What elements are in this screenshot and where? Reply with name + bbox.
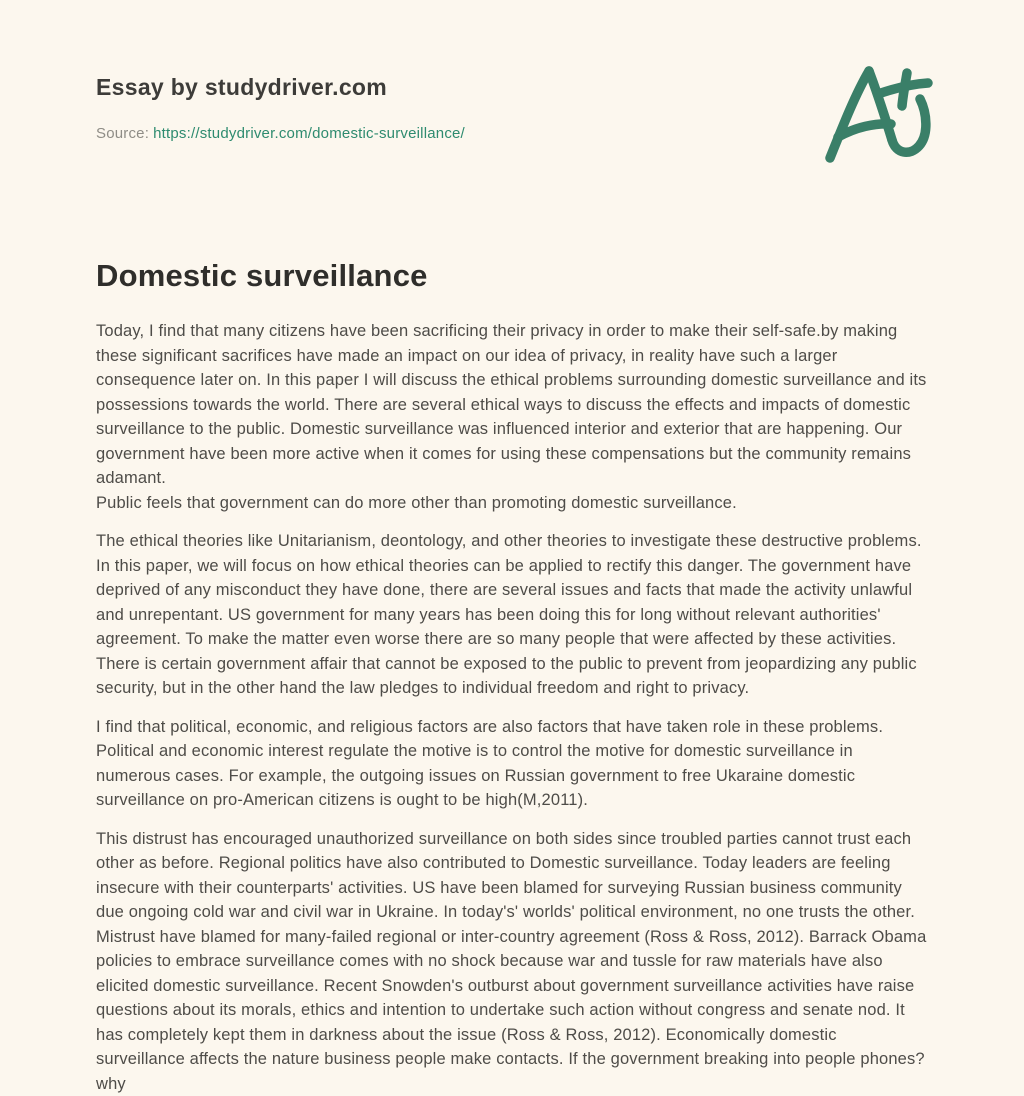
a-plus-logo-icon bbox=[818, 60, 940, 168]
header-text-block bbox=[96, 72, 930, 144]
paragraph-1 bbox=[96, 319, 930, 515]
paragraph-1-continued-text: Public feels that government can do more other than promoting domestic surveillance. bbox=[96, 494, 737, 512]
source-label: Source: bbox=[96, 125, 149, 142]
paragraph-4: This distrust has encouraged unauthorized surveillance on both sides since troubled parties cannot trust each other as before. Regional politics have also contributed to Domestic surveillance. Today leaders are feeling insecure with their counterparts' activities. US have been blamed for surveying Russian business community due ongoing cold war and civil war in Ukraine. In today's' worlds' political environment, no one trusts the other. Mistrust have blamed for many-failed regional or inter-country agreement (Ross & Ross, 2012). Barrack Obama policies to embrace surveillance comes with no shock because war and tussle for raw materials have also elicited domestic surveillance. Recent Snowden's outburst about government surveillance activities have raise questions about its morals, ethics and intention to undertake such action without congress and senate nod. It has completely kept them in darkness about the issue (Ross & Ross, 2012). Economically domestic surveillance affects the nature business people make contacts. If the government breaking into people phones? why bbox=[96, 827, 930, 1096]
studydriver-logo bbox=[818, 60, 940, 168]
paragraph-2: The ethical theories like Unitarianism, deontology, and other theories to investigate these destructive problems. In this paper, we will focus on how ethical theories can be applied to rectify this danger. The government have deprived of any misconduct they have done, there are several issues and facts that made the activity unlawful and unrepentant. US government for many years has been doing this for long without relevant authorities' agreement. To make the matter even worse there are so many people that were affected by these activities. There is certain government affair that cannot be exposed to the public to prevent from jeopardizing any public security, but in the other hand the law pledges to individual freedom and right to privacy. bbox=[96, 529, 930, 701]
source-line bbox=[96, 124, 930, 144]
page-title: Essay by studydriver.com bbox=[96, 72, 930, 102]
paragraph-1-text: Today, I find that many citizens have been sacrificing their privacy in order to make their self-safe.by making these significant sacrifices have made an impact on our idea of privacy, in reality have such a larger consequence later on. In this paper I will discuss the ethical problems surrounding domestic surveillance and its possessions towards the world. There are several ethical ways to discuss the effects and impacts of domestic surveillance to the public. Domestic surveillance was influenced interior and exterior that are happening. Our government have been more active when it comes for using these compensations but the community remains adamant. bbox=[96, 322, 926, 487]
paragraph-3: I find that political, economic, and religious factors are also factors that have taken role in these problems. Political and economic interest regulate the motive is to control the motive for domestic surveillance in numerous cases. For example, the outgoing issues on Russian government to free Ukaraine domestic surveillance on pro-American citizens is ought to be high(M,2011). bbox=[96, 715, 930, 813]
source-link[interactable]: https://studydriver.com/domestic-surveillance/ bbox=[153, 125, 465, 142]
article-title: Domestic surveillance bbox=[96, 258, 930, 294]
page-header bbox=[96, 0, 930, 144]
